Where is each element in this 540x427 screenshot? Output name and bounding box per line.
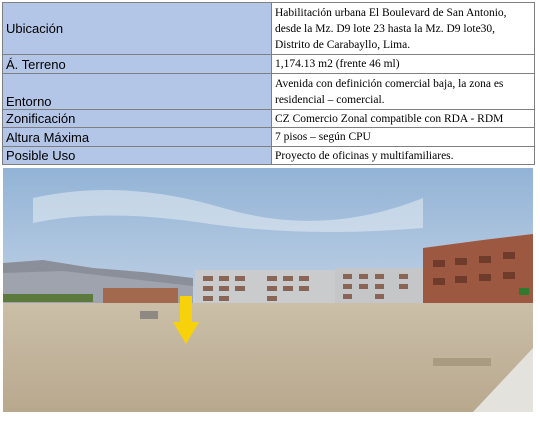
row-value: CZ Comercio Zonal compatible con RDA - RDM [272, 110, 535, 128]
table-row [3, 74, 535, 110]
site-photo [3, 168, 533, 412]
site-photo-drawing [3, 168, 533, 412]
row-label: Entorno [3, 74, 272, 110]
building-low [103, 288, 178, 304]
row-value: Proyecto de oficinas y multifamiliares. [272, 147, 535, 165]
slab [433, 358, 491, 366]
table-row [3, 128, 535, 147]
row-label: Posible Uso [3, 147, 272, 165]
table-row [3, 55, 535, 74]
row-value: 1,174.13 m2 (frente 46 ml) [272, 55, 535, 74]
table-row [3, 110, 535, 128]
vacant-lot [3, 303, 533, 412]
property-info-table [2, 2, 535, 165]
row-label: Ubicación [3, 3, 272, 55]
row-label: Á. Terreno [3, 55, 272, 74]
table-row [3, 3, 535, 55]
debris [140, 311, 158, 319]
row-value: Avenida con definición comercial baja, la zona es residencial – comercial. [272, 74, 535, 110]
row-label: Altura Máxima [3, 128, 272, 147]
row-label: Zonificación [3, 110, 272, 128]
row-value: Habilitación urbana El Boulevard de San Antonio, desde la Mz. D9 lote 23 hasta la Mz. D9 lote30, Distrito de Carabayllo, Lima. [272, 3, 535, 55]
building-block [195, 270, 335, 306]
table-row [3, 147, 535, 165]
sign [519, 288, 529, 295]
trees [3, 294, 93, 302]
row-value: 7 pisos – según CPU [272, 128, 535, 147]
